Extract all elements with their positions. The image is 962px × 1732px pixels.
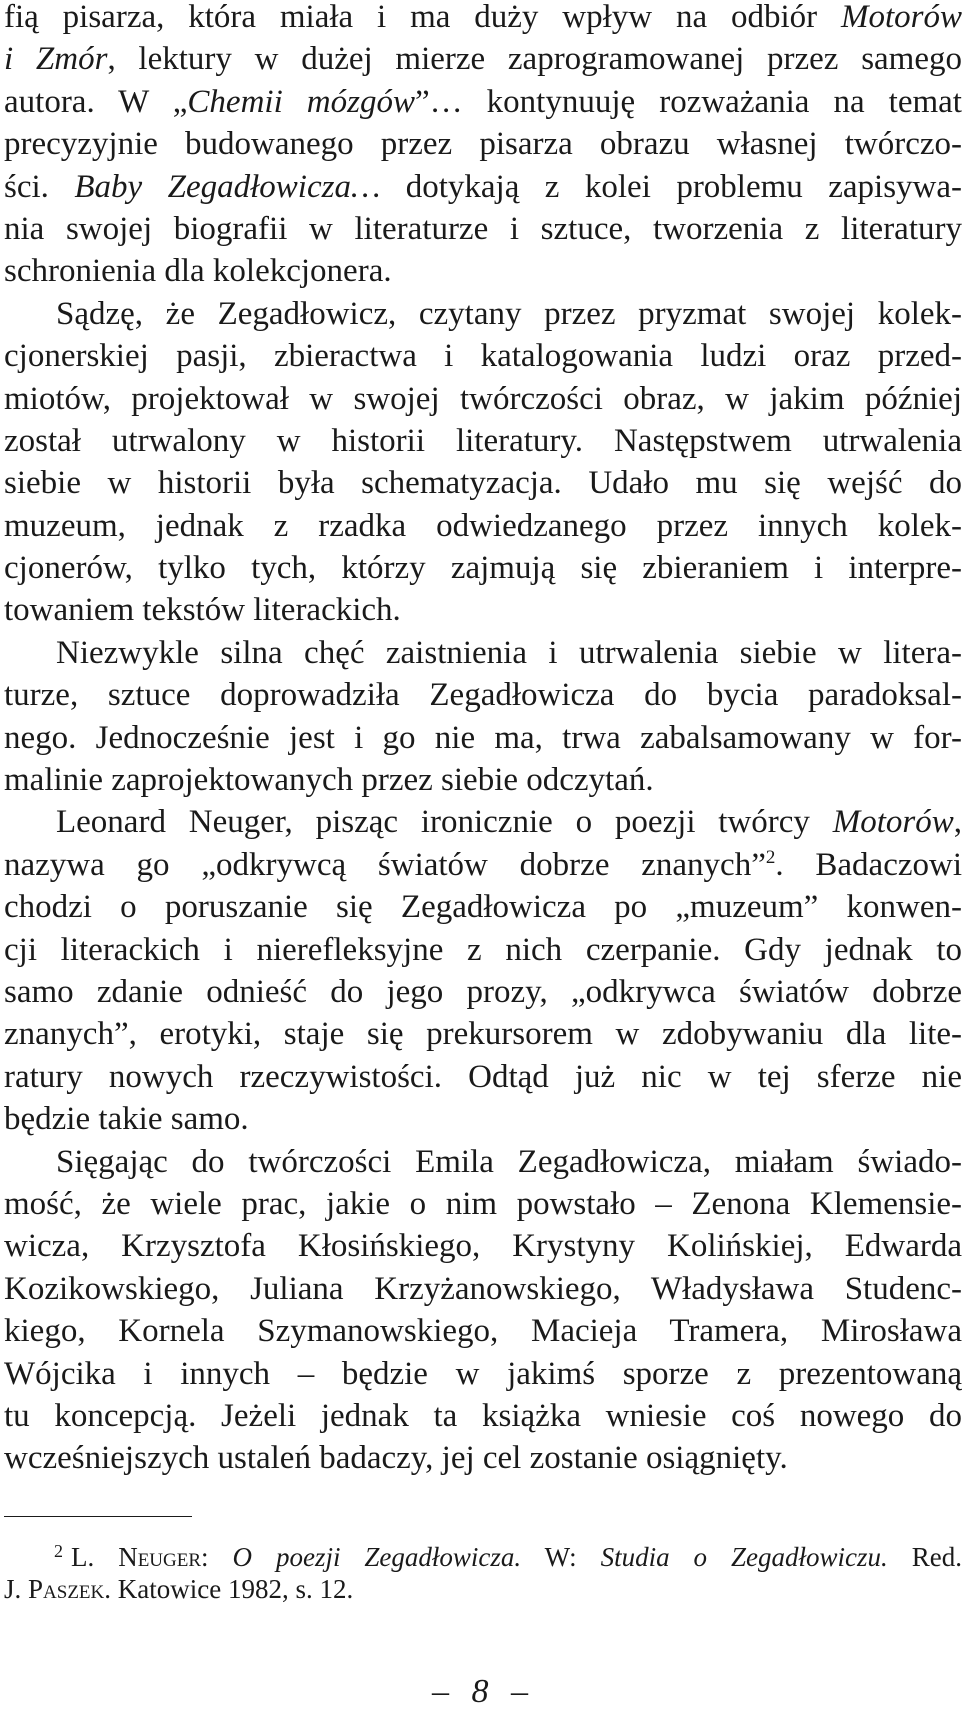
text-run: J. <box>4 1574 29 1604</box>
text-run: Sądzę, że Zegadłowicz, czytany przez pryzmat swojej kolek- <box>56 295 962 332</box>
text-run: mość, że wiele prac, jakie o nim powstało – Zenona Klemensie- <box>4 1185 962 1222</box>
footnote-reference: 2 <box>765 846 776 868</box>
text-run: : <box>201 1542 233 1572</box>
page-number-value: 8 <box>471 1673 489 1710</box>
text-run: dotykają z kolei problemu zapisywa- <box>380 168 962 205</box>
italic-text: O poezji Zegadłowicza. <box>232 1542 522 1572</box>
text-line <box>4 1225 962 1267</box>
text-run: Wójcika i innych – będzie w jakimś sporze z prezentowaną <box>4 1355 962 1392</box>
text-run: cjonerów, tylko tych, którzy zajmują się zbieraniem i interpre- <box>4 550 962 587</box>
text-line <box>4 505 962 547</box>
footnote <box>4 1532 962 1608</box>
text-run: precyzyjnie budowanego przez pisarza obrazu własnej twórczo- <box>4 126 962 163</box>
text-line <box>4 971 962 1013</box>
text-run: muzeum, jednak z rzadka odwiedzanego przez innych kolek- <box>4 507 962 544</box>
text-run: ści. <box>4 168 75 205</box>
text-run: nia swojej biografii w literaturze i sztuce, tworzenia z literatury <box>4 210 962 247</box>
text-line <box>4 38 962 80</box>
text-run: wcześniejszych ustaleń badaczy, jej cel zostanie osiągnięty. <box>4 1440 788 1477</box>
body-text <box>4 0 962 1480</box>
text-run: fią pisarza, która miała i ma duży wpływ na odbiór <box>4 0 841 35</box>
text-run: miotów, projektował w swojej twórczości obraz, w jakim później <box>4 380 962 417</box>
text-run: Red. <box>887 1542 962 1572</box>
text-line <box>4 335 962 377</box>
text-run: nego. Jednocześnie jest i go nie ma, trwa zabalsamowany w for- <box>4 719 962 756</box>
text-line <box>4 1268 962 1310</box>
text-line <box>4 0 962 38</box>
text-run: Leonard Neuger, pisząc ironicznie o poezji twórcy <box>56 804 833 841</box>
text-run: cjonerskiej pasji, zbieractwa i katalogowania ludzi oraz przed- <box>4 338 962 375</box>
italic-text: Baby Zegadłowicza… <box>74 168 381 205</box>
text-line <box>4 293 962 335</box>
footnote-line <box>4 1532 962 1570</box>
text-run: tu koncepcją. Jeżeli jednak ta książka wniesie coś nowego do <box>4 1397 962 1434</box>
italic-text: Chemii mózgów <box>187 83 415 120</box>
text-line <box>4 166 962 208</box>
text-run: samo zdanie odnieść do jego prozy, „odkrywca światów dobrze <box>4 973 962 1010</box>
text-run: ”… kontynuuję rozważania na temat <box>414 83 962 120</box>
text-run: ratury nowych rzeczywistości. Odtąd już nic w tej sferze nie <box>4 1058 962 1095</box>
text-run: malinie zaprojektowanych przez siebie odczytań. <box>4 762 654 799</box>
text-run: turze, sztuce doprowadziła Zegadłowicza do bycia paradoksal- <box>4 677 962 714</box>
text-line <box>4 1310 962 1352</box>
author-surname: Paszek <box>28 1574 105 1604</box>
page-number-left-dash: – <box>432 1673 449 1710</box>
text-line <box>4 589 962 631</box>
text-line <box>4 632 962 674</box>
footnote-number: 2 <box>54 1541 63 1561</box>
text-line <box>4 1141 962 1183</box>
text-line <box>4 378 962 420</box>
text-run: W: <box>521 1542 601 1572</box>
text-line <box>4 844 962 886</box>
text-run: znanych”, erotyki, staje się prekursorem w zdobywaniu dla lite- <box>4 1016 962 1053</box>
text-run: schronienia dla kolekcjonera. <box>4 253 392 290</box>
text-run: Kozikowskiego, Juliana Krzyżanowskiego, Władysława Studenc- <box>4 1270 962 1307</box>
italic-text: Motorów <box>840 0 962 35</box>
text-line <box>4 462 962 504</box>
footnote-line <box>4 1570 962 1608</box>
text-run: wicza, Krzysztofa Kłosińskiego, Krystyny Kolińskiej, Edwarda <box>4 1228 962 1265</box>
italic-text: Motorów <box>832 804 954 841</box>
text-run: , lektury w dużej mierze zaprogramowanej przez samego <box>107 41 962 78</box>
text-run: . Katowice 1982, s. 12. <box>104 1574 354 1604</box>
text-run: chodzi o poruszanie się Zegadłowicza po „muzeum” konwen- <box>4 889 962 926</box>
text-line <box>4 1183 962 1225</box>
text-line <box>4 547 962 589</box>
footnote-separator <box>4 1516 192 1517</box>
text-run: cji literackich i nierefleksyjne z nich czerpanie. Gdy jednak to <box>4 931 962 968</box>
page-number-right-dash: – <box>511 1673 528 1710</box>
text-line <box>4 1353 962 1395</box>
italic-text: i Zmór <box>4 41 108 78</box>
text-line <box>4 801 962 843</box>
text-run: siebie w historii była schematyzacja. Udało mu się wejść do <box>4 465 962 502</box>
text-line <box>4 1437 962 1479</box>
text-line <box>4 420 962 462</box>
text-run: został utrwalony w historii literatury. Następstwem utrwalenia <box>4 422 962 459</box>
text-run: , <box>953 804 962 841</box>
text-run: nazywa go „odkrywcą światów dobrze znanych” <box>4 846 766 883</box>
text-line <box>4 208 962 250</box>
author-surname: Neuger <box>118 1542 202 1572</box>
text-run: kiego, Kornela Szymanowskiego, Macieja Tramera, Mirosława <box>4 1313 962 1350</box>
text-run: towaniem tekstów literackich. <box>4 592 401 629</box>
text-run: . Badaczowi <box>775 846 962 883</box>
text-line <box>4 1098 962 1140</box>
text-line <box>4 81 962 123</box>
text-run: Sięgając do twórczości Emila Zegadłowicza, miałam świado- <box>56 1143 962 1180</box>
text-line <box>4 1395 962 1437</box>
text-line <box>4 759 962 801</box>
italic-text: Studia o Zegadłowiczu. <box>600 1542 888 1572</box>
text-line <box>4 886 962 928</box>
text-line <box>4 1013 962 1055</box>
text-line <box>4 717 962 759</box>
text-run: Niezwykle silna chęć zaistnienia i utrwalenia siebie w litera- <box>56 634 962 671</box>
text-run: będzie takie samo. <box>4 1101 249 1138</box>
text-line <box>4 123 962 165</box>
text-line <box>4 250 962 292</box>
text-run: L. <box>71 1542 119 1572</box>
text-line <box>4 674 962 716</box>
page-number <box>0 1672 960 1712</box>
text-line <box>4 929 962 971</box>
text-line <box>4 1056 962 1098</box>
text-run: autora. W „ <box>4 83 188 120</box>
